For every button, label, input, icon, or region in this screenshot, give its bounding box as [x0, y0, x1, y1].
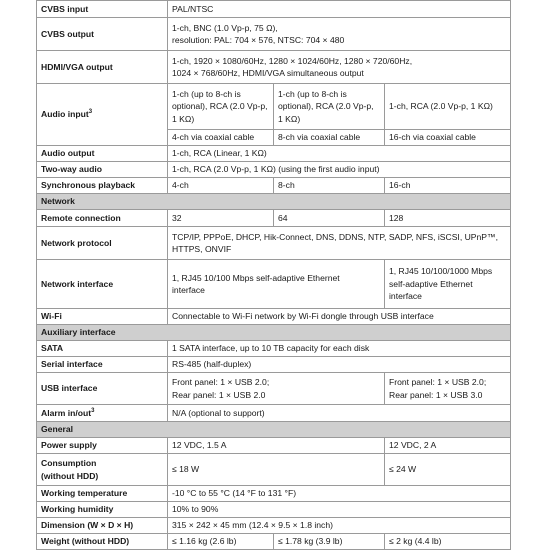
row-wifi — [37, 309, 511, 325]
value-line: HTTPS, ONVIF — [172, 244, 232, 254]
value-col2: 8-ch — [274, 178, 385, 194]
value-col3: 16-ch via coaxial cable — [385, 130, 511, 146]
row-value: PAL/NTSC — [168, 1, 511, 18]
row-value: RS-485 (half-duplex) — [168, 357, 511, 373]
row-value: 1-ch, RCA (2.0 Vp-p, 1 KΩ) (using the first audio input) — [168, 162, 511, 178]
footnote-mark: 3 — [91, 407, 95, 414]
row-working-temperature — [37, 486, 511, 502]
row-audio-input — [37, 84, 511, 130]
row-hdmi-vga-output — [37, 51, 511, 84]
row-power-supply — [37, 438, 511, 454]
row-dimension — [37, 518, 511, 534]
value-col1: ≤ 1.16 kg (2.6 lb) — [168, 534, 274, 550]
label-text: Audio input — [41, 109, 89, 120]
value-line: 1-ch, BNC (1.0 Vp-p, 75 Ω), — [172, 22, 278, 33]
value-col3: 1-ch, RCA (2.0 Vp-p, 1 KΩ) — [385, 84, 511, 130]
row-label: Two-way audio — [37, 162, 168, 178]
row-value — [168, 18, 511, 51]
spec-table — [36, 0, 511, 550]
label-line: (without HDD) — [41, 470, 99, 481]
spec-sheet — [36, 0, 510, 545]
value-col3 — [385, 373, 511, 405]
row-cvbs-input — [37, 1, 511, 18]
row-label: CVBS output — [37, 18, 168, 51]
row-two-way-audio — [37, 162, 511, 178]
value-line: Front panel: 1 × USB 2.0; — [389, 377, 487, 388]
row-label: Serial interface — [37, 357, 168, 373]
row-value: 1 SATA interface, up to 10 TB capacity for each disk — [168, 341, 511, 357]
value-col2: ≤ 1.78 kg (3.9 lb) — [274, 534, 385, 550]
row-alarm — [37, 405, 511, 422]
row-value: Connectable to Wi-Fi network by Wi-Fi dongle through USB interface — [168, 309, 511, 325]
value-col3: 12 VDC, 2 A — [385, 438, 511, 454]
row-label: SATA — [37, 341, 168, 357]
value-col12: 12 VDC, 1.5 A — [168, 438, 385, 454]
section-network — [37, 194, 511, 210]
row-label — [37, 405, 168, 422]
row-sync-playback — [37, 178, 511, 194]
row-label: Weight (without HDD) — [37, 534, 168, 550]
row-label: Synchronous playback — [37, 178, 168, 194]
value-col2: 1-ch (up to 8-ch is optional), RCA (2.0 Vp-p, 1 KΩ) — [274, 84, 385, 130]
row-label: USB interface — [37, 373, 168, 405]
label-text: Alarm in/out — [41, 407, 92, 418]
value-line: 1024 × 768/60Hz, HDMI/VGA simultaneous output — [172, 68, 364, 78]
row-working-humidity — [37, 502, 511, 518]
row-value: 1-ch, RCA (Linear, 1 KΩ) — [168, 146, 511, 162]
value-col3: 1, RJ45 10/100/1000 Mbps self-adaptive Ethernet interface — [385, 260, 511, 309]
value-col1: 32 — [168, 210, 274, 227]
value-col1: 4-ch — [168, 178, 274, 194]
section-title: Network — [37, 194, 511, 210]
row-cvbs-output — [37, 18, 511, 51]
row-value: -10 °C to 55 °C (14 °F to 131 °F) — [168, 486, 511, 502]
row-label: Remote connection — [37, 210, 168, 227]
value-col12 — [168, 373, 385, 405]
row-label: Working humidity — [37, 502, 168, 518]
row-value: N/A (optional to support) — [168, 405, 511, 422]
row-sata — [37, 341, 511, 357]
value-col3: ≤ 2 kg (4.4 lb) — [385, 534, 511, 550]
value-col1: 4-ch via coaxial cable — [168, 130, 274, 146]
row-value — [168, 227, 511, 260]
row-network-interface — [37, 260, 511, 309]
value-line: Front panel: 1 × USB 2.0; — [172, 377, 270, 388]
row-weight — [37, 534, 511, 550]
row-label: Wi-Fi — [37, 309, 168, 325]
row-value: 315 × 242 × 45 mm (12.4 × 9.5 × 1.8 inch) — [168, 518, 511, 534]
section-auxiliary-interface — [37, 325, 511, 341]
row-audio-output — [37, 146, 511, 162]
row-network-protocol — [37, 227, 511, 260]
row-usb-interface — [37, 373, 511, 405]
value-line: resolution: PAL: 704 × 576, NTSC: 704 × 480 — [172, 35, 345, 45]
footnote-mark: 3 — [88, 109, 93, 116]
row-consumption — [37, 454, 511, 486]
row-label: Working temperature — [37, 486, 168, 502]
value-line: Rear panel: 1 × USB 3.0 — [389, 389, 483, 400]
value-col3: 128 — [385, 210, 511, 227]
row-label — [37, 454, 168, 486]
row-value — [168, 51, 511, 84]
row-remote-connection — [37, 210, 511, 227]
section-general — [37, 422, 511, 438]
row-label: Audio output — [37, 146, 168, 162]
row-label: Power supply — [37, 438, 168, 454]
label-line: Consumption — [41, 458, 97, 469]
row-label — [37, 84, 168, 146]
row-value: 10% to 90% — [168, 502, 511, 518]
value-col12: 1, RJ45 10/100 Mbps self-adaptive Ethernet interface — [168, 260, 385, 309]
value-line: 1-ch, 1920 × 1080/60Hz, 1280 × 1024/60Hz, 1280 × 720/60Hz, — [172, 55, 413, 66]
row-label: Network interface — [37, 260, 168, 309]
value-line: TCP/IP, PPPoE, DHCP, Hik-Connect, DNS, DDNS, NTP, SADP, NFS, iSCSI, UPnP™, — [172, 231, 499, 242]
row-serial-interface — [37, 357, 511, 373]
value-col2: 64 — [274, 210, 385, 227]
value-col3: ≤ 24 W — [385, 454, 511, 486]
section-title: General — [37, 422, 511, 438]
value-col12: ≤ 18 W — [168, 454, 385, 486]
value-col1: 1-ch (up to 8-ch is optional), RCA (2.0 Vp-p, 1 KΩ) — [168, 84, 274, 130]
value-line: Rear panel: 1 × USB 2.0 — [172, 389, 266, 400]
value-col2: 8-ch via coaxial cable — [274, 130, 385, 146]
section-title: Auxiliary interface — [37, 325, 511, 341]
row-label: Dimension (W × D × H) — [37, 518, 168, 534]
row-label: Network protocol — [37, 227, 168, 260]
row-label: CVBS input — [37, 1, 168, 18]
row-label: HDMI/VGA output — [37, 51, 168, 84]
value-col3: 16-ch — [385, 178, 511, 194]
